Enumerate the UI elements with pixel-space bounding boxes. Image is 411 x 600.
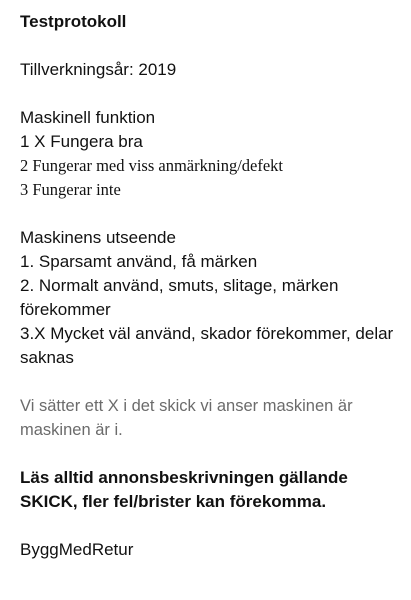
spacer <box>20 202 400 226</box>
manufacture-year: Tillverkningsår: 2019 <box>20 60 177 79</box>
condition-warning: Läs alltid annonsbeskrivningen gällande SKICK, fler fel/brister kan förekomma. <box>20 468 348 511</box>
condition-note: Vi sätter ett X i det skick vi anser maskinen är maskinen är i. <box>20 397 353 439</box>
appearance-heading: Maskinens utseende <box>20 228 176 247</box>
spacer <box>20 514 400 538</box>
function-item-2: 2 Fungerar med viss anmärkning/defekt <box>20 156 284 175</box>
spacer <box>20 82 400 106</box>
spacer <box>20 34 400 58</box>
spacer <box>20 370 400 394</box>
appearance-item-3: 3.X Mycket väl använd, skador förekommer, delar saknas <box>20 324 394 367</box>
function-item-3: 3 Fungerar inte <box>20 180 121 199</box>
appearance-item-2: 2. Normalt använd, smuts, slitage, märken förekommer <box>20 276 339 319</box>
document-title: Testprotokoll <box>20 12 127 31</box>
spacer <box>20 442 400 466</box>
document-body <box>20 10 400 562</box>
signature: ByggMedRetur <box>20 540 134 559</box>
function-heading: Maskinell funktion <box>20 108 156 127</box>
appearance-item-1: 1. Sparsamt använd, få märken <box>20 252 258 271</box>
function-item-1: 1 X Fungera bra <box>20 132 143 151</box>
